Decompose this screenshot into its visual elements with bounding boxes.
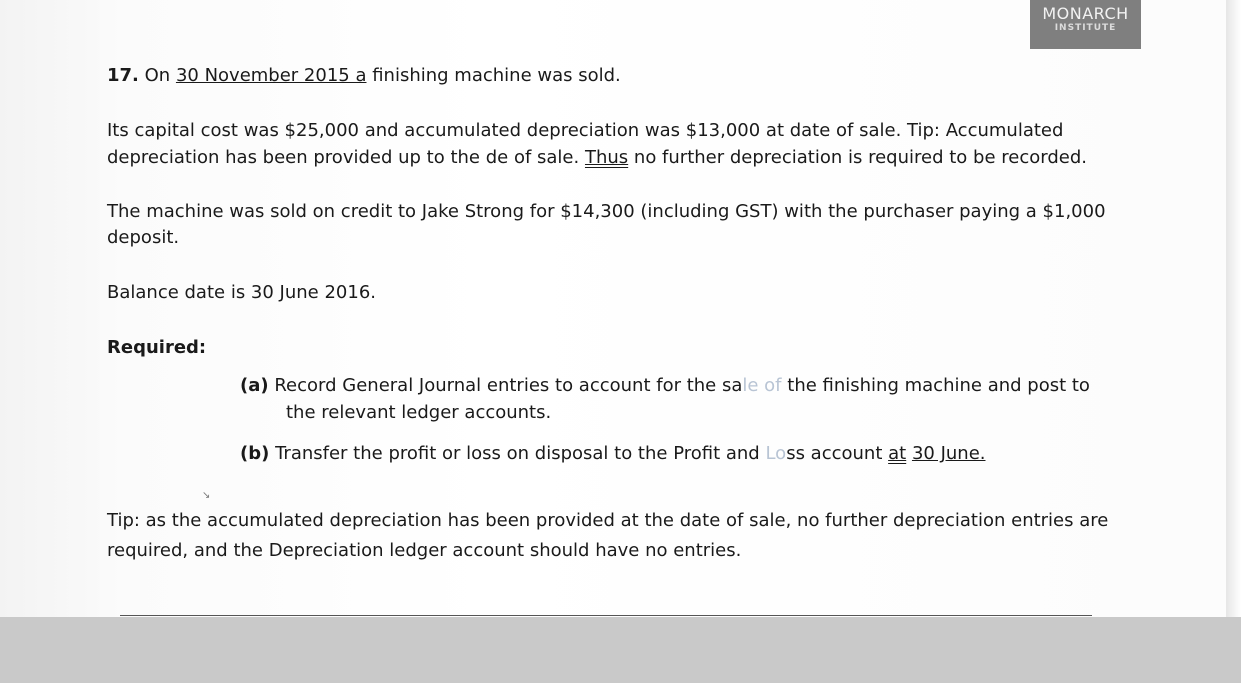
logo-name: MONARCH (1042, 4, 1129, 23)
paragraph-capital-cost-line1: Its capital cost was $25,000 and accumulated depreciation was $13,000 at date of sale. Tip: Accumulated (107, 120, 1064, 141)
tip-line2: required, and the Depreciation ledger account should have no entries. (107, 540, 742, 561)
page-edge (1226, 0, 1241, 617)
tip-line1: Tip: as the accumulated depreciation has been provided at the date of sale, no further depreciation entries are (107, 510, 1109, 531)
intro-date: 30 November 2015 a (175, 65, 367, 86)
institute-logo (1030, 0, 1141, 49)
part-a-line2: the relevant ledger accounts. (286, 402, 552, 423)
part-a-label: (a) (240, 375, 269, 396)
logo-subtitle: INSTITUTE (1054, 23, 1117, 33)
paragraph-sale-line1: The machine was sold on credit to Jake Strong for $14,300 (including GST) with the purchaser paying a $1,000 (107, 201, 1106, 222)
divider-line (120, 615, 1092, 616)
part-b-at: at (888, 443, 907, 464)
part-a-faint-text: le of (742, 375, 782, 396)
part-b-faint-text: Lo (765, 443, 787, 464)
background-surface (0, 617, 1241, 683)
part-a-line1 (240, 373, 1090, 399)
pen-mark-icon: ↘ (202, 490, 211, 501)
paragraph-sale-line2: deposit. (107, 227, 180, 248)
part-b-text-mid: ss account (786, 443, 883, 464)
p1-thus: Thus (584, 147, 629, 168)
part-b-date: 30 June. (911, 443, 986, 464)
part-b-text: Transfer the profit or loss on disposal to the Profit and (275, 443, 760, 464)
part-b-label: (b) (240, 443, 270, 464)
part-a-text: Record General Journal entries to account for the sa (274, 375, 743, 396)
intro-text-end: finishing machine was sold. (372, 65, 621, 86)
p1-text-end: no further depreciation is required to be recorded. (633, 147, 1087, 168)
required-heading: Required: (107, 337, 207, 358)
question-number: 17. (107, 65, 139, 86)
intro-text: On (144, 65, 171, 86)
paragraph-capital-cost-line2 (107, 145, 1087, 171)
part-b-line (240, 441, 986, 467)
question-intro (107, 63, 621, 89)
p1-text: depreciation has been provided up to the de of sale. (107, 147, 580, 168)
paragraph-balance-date: Balance date is 30 June 2016. (107, 282, 376, 303)
part-a-text-end: the finishing machine and post to (787, 375, 1090, 396)
